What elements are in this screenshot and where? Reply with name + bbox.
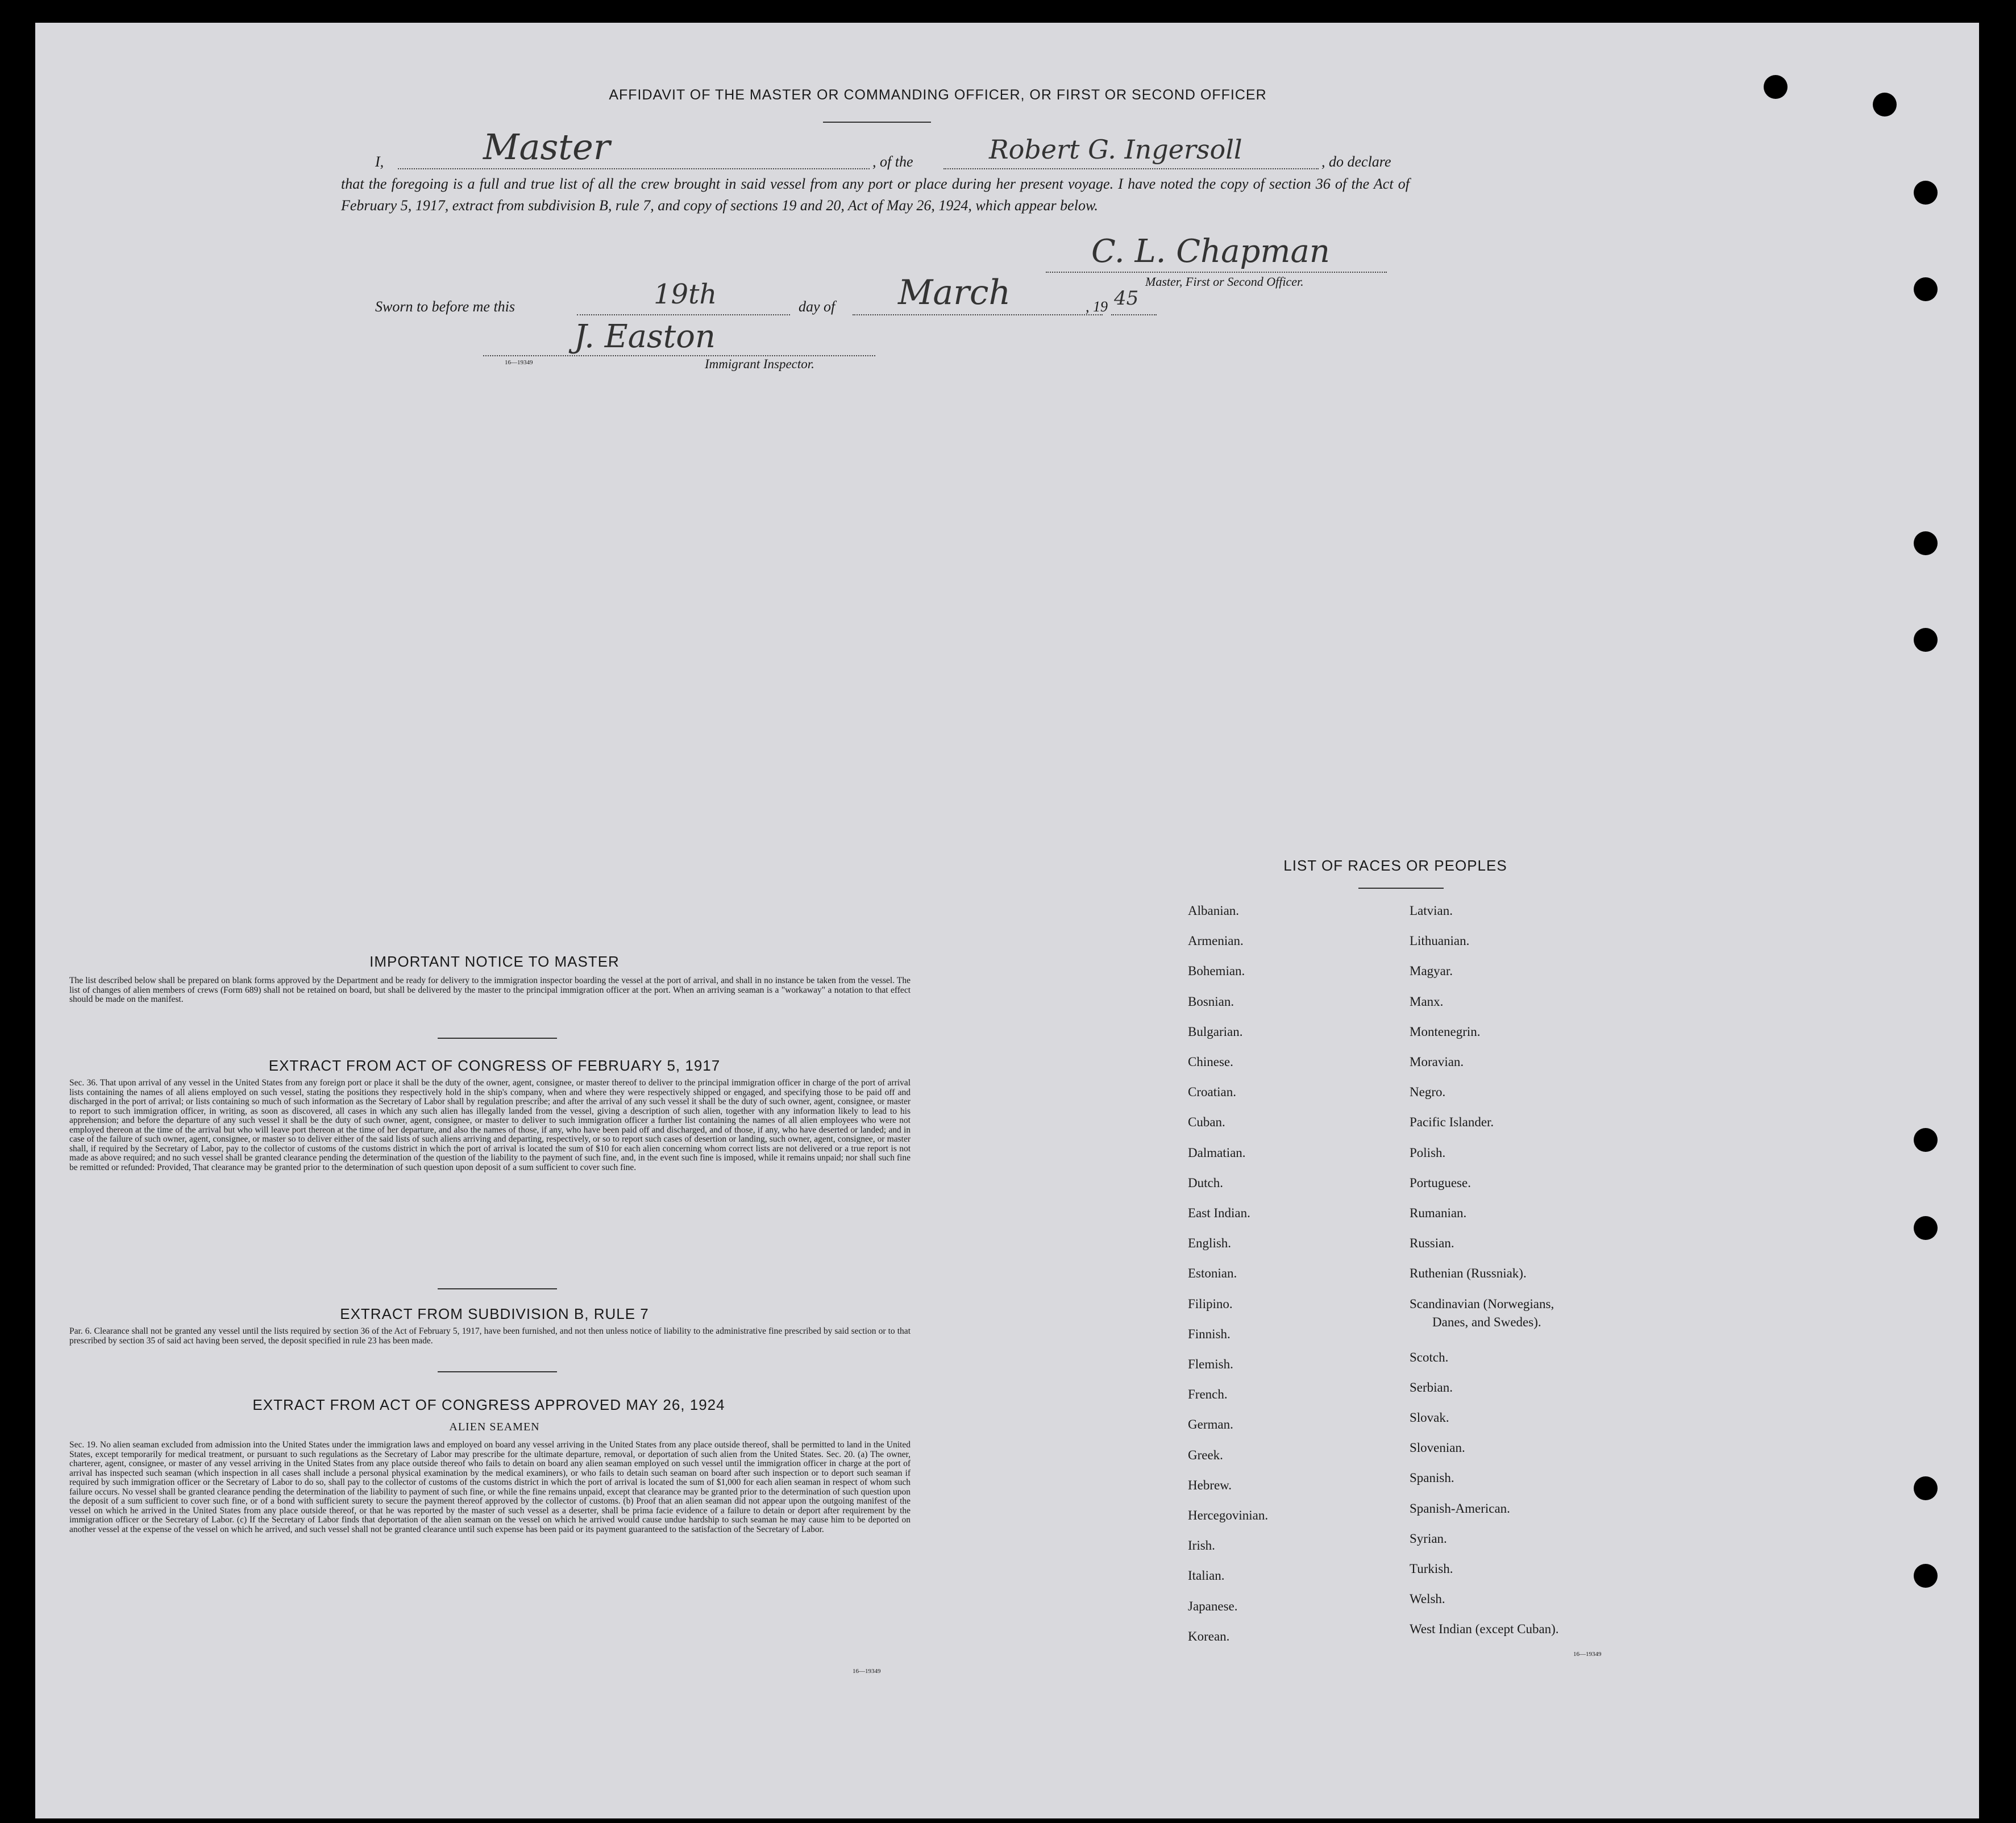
- affidavit-heading: AFFIDAVIT OF THE MASTER OR COMMANDING OFFICER, OR FIRST OR SECOND OFFICER: [609, 87, 1267, 103]
- race-item: Slovenian.: [1410, 1441, 1465, 1455]
- race-item: Finnish.: [1188, 1326, 1231, 1341]
- race-item: Irish.: [1188, 1538, 1215, 1553]
- race-item: French.: [1188, 1387, 1228, 1402]
- heading-divider: [823, 122, 931, 123]
- divider-2: [438, 1288, 557, 1289]
- signature-line: [1046, 272, 1387, 273]
- race-item: Manx.: [1410, 994, 1444, 1009]
- race-item: Japanese.: [1188, 1599, 1238, 1613]
- race-item: Scandinavian (Norwegians,: [1410, 1296, 1554, 1311]
- race-item: Spanish-American.: [1410, 1501, 1510, 1516]
- vessel-handwritten: Robert G. Ingersoll: [989, 134, 1242, 165]
- sworn-label: Sworn to before me this: [375, 298, 516, 315]
- punch-hole: [1873, 93, 1897, 116]
- extract-1917-heading: EXTRACT FROM ACT OF CONGRESS OF FEBRUARY 5, 1917: [268, 1057, 721, 1074]
- race-item: Serbian.: [1410, 1380, 1453, 1395]
- punch-hole: [1914, 1128, 1938, 1152]
- race-item: Welsh.: [1410, 1592, 1445, 1606]
- races-form-code: 16—19349: [1573, 1651, 1602, 1658]
- notice-text: The list described below shall be prepared on blank forms approved by the Department and be ready for delivery to the immigration inspector boarding the vessel at the port of arrival, and shall in no instance be taken from the vessel. The list of changes of alien members of crews (Form 689) shall not be retained on board, but shall be delivered by the master to the principal immigration officer at the port. When an arriving seaman is a "workaway" a notation to that effect should be made on the manifest.: [69, 976, 911, 1004]
- rank-handwritten: Master: [483, 126, 610, 168]
- day-of-label: day of: [799, 298, 836, 315]
- race-item: Dalmatian.: [1188, 1145, 1246, 1160]
- race-item: Turkish.: [1410, 1562, 1453, 1576]
- declaration-text: that the foregoing is a full and true list of all the crew brought in said vessel from any port or place during her present voyage. I have noted the copy of section 36 of the Act of February 5, 1917, extract from subdivision B, rule 7, and copy of sections 19 and 20, Act of May 26, 1924, which appear below.: [341, 176, 1410, 214]
- vessel-line: [943, 168, 1319, 169]
- master-signature: C. L. Chapman: [1091, 233, 1330, 270]
- inspector-line: [483, 355, 875, 356]
- race-item: Greek.: [1188, 1447, 1223, 1462]
- inspector-signature: J. Easton: [574, 318, 716, 355]
- day-handwritten: 19th: [654, 278, 717, 310]
- race-item: Bulgarian.: [1188, 1024, 1243, 1039]
- rule7-text: Par. 6. Clearance shall not be granted any vessel until the lists required by section 36 of the Act of February 5, 1917, have been furnished, and not then unless notice of liability to the administrative fine prescribed by said section or to that prescribed by section 35 of said act having been served, the deposit specified in rule 23 has been made.: [69, 1326, 911, 1346]
- punch-hole: [1914, 1564, 1938, 1588]
- race-item: Spanish.: [1410, 1471, 1454, 1485]
- race-item: Polish.: [1410, 1145, 1446, 1160]
- race-item: Chinese.: [1188, 1055, 1233, 1069]
- punch-hole: [1914, 181, 1938, 205]
- notice-heading: IMPORTANT NOTICE TO MASTER: [369, 953, 620, 970]
- day-line: [577, 314, 790, 315]
- race-item: Dutch.: [1188, 1175, 1223, 1190]
- race-item: Croatian.: [1188, 1085, 1236, 1100]
- extract-1917-text: Sec. 36. That upon arrival of any vessel in the United States from any foreign port or place it shall be the duty of the owner, agent, consignee, or master thereof to deliver to the principal immigration officer in charge of the port of arrival lists containing the names of all aliens employed on such vessel, stating the positions they respectively hold in the ship's company, when and where they were respectively shipped or engaged, and specifying those to be paid off and discharged in the port of arrival; or lists containing so much of such information as the Secretary of Labor shall by regulation prescribe; and after the arrival of any such vessel it shall be the duty of such owner, agent, consignee, or master to report to such immigration officer, in writing, as soon as discovered, all cases in which any such alien has illegally landed from the vessel, giving a description of such alien, together with any information likely to lead to his apprehension; and before the departure of any such vessel it shall be the duty of such owner, agent, consignee, or master to deliver to such immigration officer a further list containing the names of all alien employees who were not employed thereon at the time of the arrival but who will leave port thereon at the time of her departure, and also the names of those, if any, who have been paid off and discharged, and of those, if any, who have deserted or landed; and in case of the failure of such owner, agent, consignee, or master so to deliver either of the said lists of such aliens arriving and departing, respectively, or so to report such cases of desertion or landing, such owner, agent, consignee, or master shall, if required by the Secretary of Labor, pay to the collector of customs of the customs district in which the port of arrival is located the sum of $10 for each alien concerning whom correct lists are not delivered or a true report is not made as above required; and no such vessel shall be granted clearance pending the determination of the question of the liability to the payment of such fine, and, in the event such fine is imposed, while it remains unpaid; nor shall such fine be remitted or refunded: Provided, That clearance may be granted prior to the determination of such question upon deposit of a sum sufficient to cover such fine.: [69, 1078, 911, 1172]
- race-item: Hebrew.: [1188, 1477, 1232, 1492]
- extract-form-code: 16—19349: [853, 1668, 881, 1675]
- month-line: [853, 314, 1103, 315]
- race-item: Portuguese.: [1410, 1175, 1471, 1190]
- race-item: Negro.: [1410, 1085, 1446, 1100]
- race-item: Armenian.: [1188, 934, 1244, 948]
- race-item: Bosnian.: [1188, 994, 1234, 1009]
- extract-1924-heading: EXTRACT FROM ACT OF CONGRESS APPROVED MAY 26, 1924: [252, 1396, 725, 1413]
- of-the-label: , of the: [872, 153, 913, 170]
- race-item: Rumanian.: [1410, 1206, 1467, 1220]
- race-item: Cuban.: [1188, 1115, 1225, 1130]
- affidavit-form-code: 16—19349: [505, 359, 533, 366]
- year-prefix: , 19: [1086, 298, 1108, 315]
- race-item: Hercegovinian.: [1188, 1508, 1269, 1522]
- race-item: English.: [1188, 1236, 1232, 1251]
- rule7-heading: EXTRACT FROM SUBDIVISION B, RULE 7: [340, 1305, 649, 1322]
- race-item: Moravian.: [1410, 1055, 1464, 1069]
- i-label: I,: [375, 153, 384, 170]
- race-item: Ruthenian (Russniak).: [1410, 1266, 1527, 1281]
- race-item: Estonian.: [1188, 1266, 1237, 1281]
- punch-hole: [1914, 277, 1938, 301]
- divider-3: [438, 1371, 557, 1372]
- race-item: Latvian.: [1410, 904, 1453, 918]
- punch-hole: [1764, 75, 1788, 99]
- race-item: Syrian.: [1410, 1531, 1447, 1546]
- race-item: Danes, and Swedes).: [1432, 1314, 1541, 1329]
- race-item: Montenegrin.: [1410, 1024, 1481, 1039]
- race-item: East Indian.: [1188, 1206, 1250, 1220]
- race-item: Bohemian.: [1188, 964, 1245, 979]
- race-item: Scotch.: [1410, 1350, 1449, 1364]
- punch-hole: [1914, 628, 1938, 652]
- race-item: Korean.: [1188, 1629, 1230, 1643]
- divider-1: [438, 1038, 557, 1039]
- do-declare-label: , do declare: [1321, 153, 1391, 170]
- race-item: Russian.: [1410, 1236, 1454, 1251]
- punch-hole: [1914, 1476, 1938, 1500]
- race-item: Flemish.: [1188, 1357, 1233, 1371]
- alien-seamen-subheading: ALIEN SEAMEN: [449, 1421, 540, 1433]
- punch-hole: [1914, 531, 1938, 555]
- extract-1924-text: Sec. 19. No alien seaman excluded from admission into the United States under the immigration laws and employed on board any vessel arriving in the United States from any place outside thereof, shall be permitted to land in the United States, except temporarily for medical treatment, or pursuant to such regulations as the Secretary of Labor may prescribe for the ultimate departure, removal, or deportation of such alien from the United States. Sec. 20. (a) The owner, charterer, agent, consignee, or master of any vessel arriving in the United States from any place outside thereof who fails to detain on board any alien seaman employed on such vessel until the immigration officer in charge at the port of arrival has inspected such seaman (which inspection in all cases shall include a personal physical examination by the medical examiners), or who fails to detain such seaman on board after such inspection or to deport such seaman if required by such immigration officer or the Secretary of Labor to do so, shall pay to the collector of customs of the customs district in which the port of arrival is located the sum of $1,000 for each alien seaman in respect of whom such failure occurs. No vessel shall be granted clearance pending the determination of the liability to payment of such fine, or while the fine remains unpaid, except that clearance may be granted prior to the determination of such question upon the deposit of a sum sufficient to cover such fine, or of a bond with sufficient surety to secure the payment thereof approved by the collector of customs. (b) Proof that an alien seaman did not appear upon the outgoing manifest of the vessel on which he arrived in the United States from any place outside thereof, or that he was reported by the master of such vessel as a deserter, shall be prima facie evidence of a failure to detain or deport after requirement by the immigration officer or the Secretary of Labor. (c) If the Secretary of Labor finds that deportation of the alien seaman on the vessel on which he arrived would cause undue hardship to such seaman he may cause him to be deported on another vessel at the expense of the vessel on which he arrived, and such vessel shall not be granted clearance until such expense has been paid or its payment guaranteed to the satisfaction of the Secretary of Labor.: [69, 1440, 911, 1534]
- race-item: Italian.: [1188, 1568, 1225, 1583]
- races-heading: LIST OF RACES OR PEOPLES: [1283, 857, 1507, 874]
- race-item: Lithuanian.: [1410, 934, 1470, 948]
- race-item: German.: [1188, 1417, 1233, 1432]
- race-item: Magyar.: [1410, 964, 1453, 979]
- race-item: Filipino.: [1188, 1296, 1233, 1311]
- races-divider: [1358, 888, 1444, 889]
- punch-hole: [1914, 1216, 1938, 1240]
- race-item: Slovak.: [1410, 1410, 1449, 1425]
- month-handwritten: March: [898, 273, 1011, 313]
- race-item: West Indian (except Cuban).: [1410, 1622, 1559, 1637]
- rank-line: [398, 168, 870, 169]
- race-item: Pacific Islander.: [1410, 1115, 1494, 1130]
- inspector-caption: Immigrant Inspector.: [705, 357, 814, 371]
- year-line: [1111, 314, 1157, 315]
- year-handwritten: 45: [1114, 287, 1139, 310]
- race-item: Albanian.: [1188, 904, 1240, 918]
- signature-caption: Master, First or Second Officer.: [1145, 274, 1304, 289]
